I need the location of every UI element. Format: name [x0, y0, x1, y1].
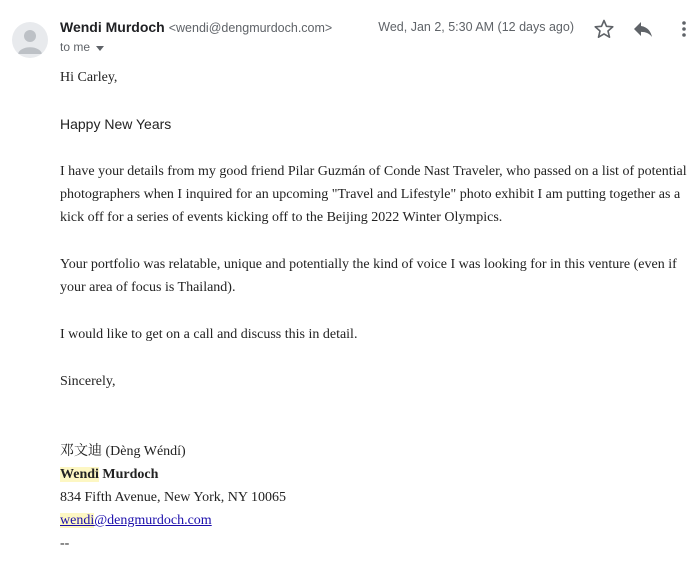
closing: Sincerely, — [60, 374, 116, 389]
star-icon[interactable] — [592, 17, 616, 41]
signature-name — [60, 463, 690, 486]
signature — [60, 440, 690, 555]
signature-first-name: Wendi — [60, 467, 99, 482]
paragraph-1: I have your details from my good friend Pilar Guzmán of Conde Nast Traveler, who passed on a list of potential photographers when I inquired for an upcoming "Travel and Lifestyle" photo exhibit I am putting together as a kick off for a series of events kicking off to the Beijing 2022 Winter Olympics. — [60, 164, 687, 225]
signature-last-name: Murdoch — [98, 467, 159, 482]
signature-email-link[interactable] — [60, 509, 690, 532]
recipient-dropdown[interactable] — [60, 40, 104, 54]
email-date: Wed, Jan 2, 5:30 AM (12 days ago) — [378, 20, 574, 34]
paragraph-2: Your portfolio was relatable, unique and potentially the kind of voice I was looking for in this venture (even if your area of focus is Thailand). — [60, 257, 677, 295]
sender-email: <wendi@dengmurdoch.com> — [168, 21, 333, 35]
signature-address: 834 Fifth Avenue, New York, NY 10065 — [60, 490, 286, 505]
sender-name[interactable]: Wendi Murdoch — [60, 19, 165, 35]
signature-email-user[interactable]: wendi — [60, 513, 95, 528]
reply-icon[interactable] — [631, 17, 655, 41]
email-body — [60, 66, 690, 555]
paragraph-3: I would like to get on a call and discuss this in detail. — [60, 327, 358, 342]
chevron-down-icon[interactable] — [96, 40, 104, 54]
avatar-icon[interactable] — [12, 22, 48, 58]
greeting: Hi Carley, — [60, 70, 118, 85]
signature-email-domain[interactable]: @dengmurdoch.com — [94, 513, 212, 528]
signature-dashes: -- — [60, 536, 70, 551]
signature-chinese-name: 邓文迪 (Dèng Wéndí) — [60, 444, 186, 459]
recipient-label: to me — [60, 40, 91, 54]
email-header — [0, 0, 700, 70]
sender-line — [60, 19, 332, 37]
more-vert-icon[interactable] — [672, 17, 696, 41]
subject-line: Happy New Years — [60, 116, 172, 132]
